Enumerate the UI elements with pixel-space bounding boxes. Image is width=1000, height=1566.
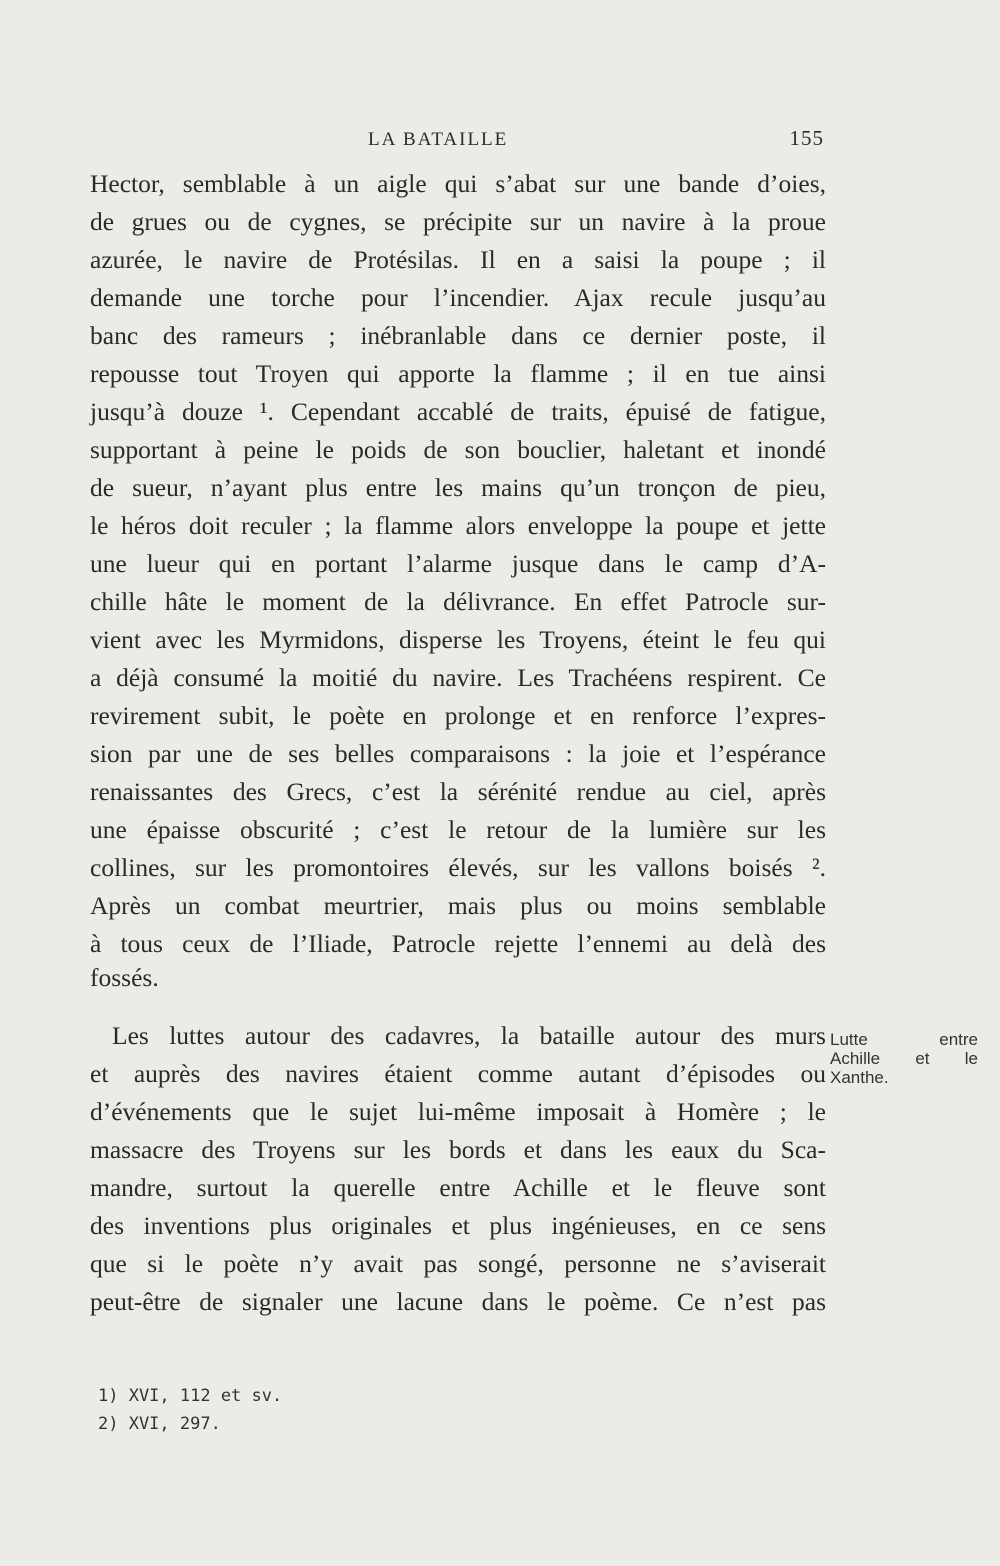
marginal-note-line: Achille et le [830, 1049, 978, 1068]
text-line: le héros doit reculer ; la flamme alors enveloppe la poupe et jette [90, 511, 826, 540]
text-line: vient avec les Myrmidons, disperse les Troyens, éteint le feu qui [90, 625, 826, 654]
marginal-note [830, 1030, 978, 1087]
marginal-note-line: Xanthe. [830, 1068, 889, 1087]
text-line: supportant à peine le poids de son bouclier, haletant et inondé [90, 435, 826, 464]
text-line: demande une torche pour l’incendier. Ajax recule jusqu’au [90, 283, 826, 312]
text-line: banc des rameurs ; inébranlable dans ce dernier poste, il [90, 321, 826, 350]
text-line: une épaisse obscurité ; c’est le retour de la lumière sur les [90, 815, 826, 844]
text-line: Hector, semblable à un aigle qui s’abat sur une bande d’oies, [90, 169, 826, 198]
text-line: mandre, surtout la querelle entre Achille et le fleuve sont [90, 1173, 826, 1202]
text-line: azurée, le navire de Protésilas. Il en a saisi la poupe ; il [90, 245, 826, 274]
running-head-title: LA BATAILLE [368, 129, 509, 150]
text-line: une lueur qui en portant l’alarme jusque dans le camp d’A- [90, 549, 826, 578]
text-line: massacre des Troyens sur les bords et dans les eaux du Sca- [90, 1135, 826, 1164]
text-line: de sueur, n’ayant plus entre les mains qu’un tronçon de pieu, [90, 473, 826, 502]
text-line: peut-être de signaler une lacune dans le poème. Ce n’est pas [90, 1287, 826, 1316]
footnote: 2) XVI, 297. [98, 1414, 221, 1434]
text-line: des inventions plus originales et plus ingénieuses, en ce sens [90, 1211, 826, 1240]
text-line: repousse tout Troyen qui apporte la flamme ; il en tue ainsi [90, 359, 826, 388]
text-line: de grues ou de cygnes, se précipite sur un navire à la proue [90, 207, 826, 236]
marginal-note-line: Lutte entre [830, 1030, 978, 1049]
text-line: jusqu’à douze ¹. Cependant accablé de traits, épuisé de fatigue, [90, 397, 826, 426]
text-line: et auprès des navires étaient comme autant d’épisodes ou [90, 1059, 826, 1088]
footnotes [98, 1382, 282, 1438]
text-line: renaissantes des Grecs, c’est la sérénité rendue au ciel, après [90, 777, 826, 806]
text-line: collines, sur les promontoires élevés, sur les vallons boisés ². [90, 853, 826, 882]
text-line: à tous ceux de l’Iliade, Patrocle rejette l’ennemi au delà des [90, 929, 826, 958]
text-line: chille hâte le moment de la délivrance. En effet Patrocle sur- [90, 587, 826, 616]
text-line: d’événements que le sujet lui-même imposait à Homère ; le [90, 1097, 826, 1126]
footnote: 1) XVI, 112 et sv. [98, 1386, 283, 1406]
page-number: 155 [789, 126, 824, 150]
text-line: fossés. [90, 963, 159, 992]
text-line: Après un combat meurtrier, mais plus ou moins semblable [90, 891, 826, 920]
text-line: que si le poète n’y avait pas songé, personne ne s’aviserait [90, 1249, 826, 1278]
running-head [368, 126, 824, 151]
text-line: sion par une de ses belles comparaisons : la joie et l’espérance [90, 739, 826, 768]
text-line: revirement subit, le poète en prolonge et en renforce l’expres- [90, 701, 826, 730]
text-line: a déjà consumé la moitié du navire. Les Trachéens respirent. Ce [90, 663, 826, 692]
text-line: Les luttes autour des cadavres, la bataille autour des murs [112, 1021, 826, 1050]
